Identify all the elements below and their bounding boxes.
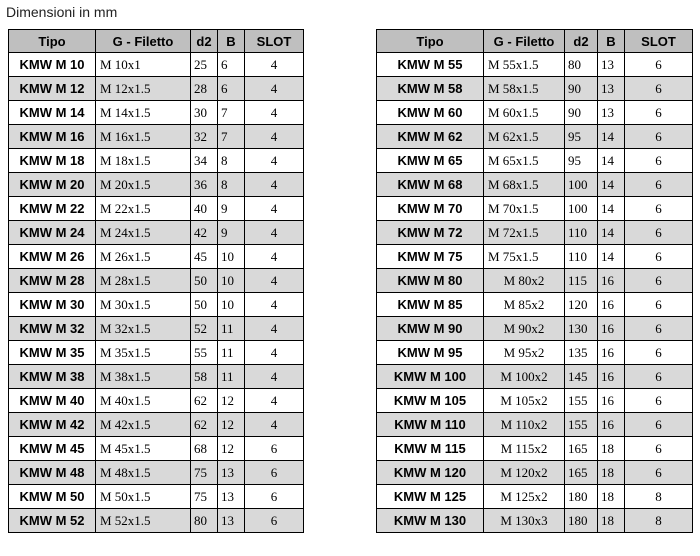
header-b: B [218,30,245,53]
table-row [9,197,304,221]
cell-slot: 6 [625,173,693,197]
cell-d2: 75 [191,461,218,485]
cell-d2: 130 [565,317,598,341]
cell-b: 14 [598,173,625,197]
table-row [377,413,693,437]
cell-filetto: M 30x1.5 [96,293,191,317]
table-row [9,269,304,293]
cell-slot: 6 [625,341,693,365]
cell-tipo: KMW M 24 [9,221,96,245]
cell-filetto: M 65x1.5 [484,149,565,173]
table-row [9,341,304,365]
cell-tipo: KMW M 14 [9,101,96,125]
cell-filetto: M 16x1.5 [96,125,191,149]
cell-b: 16 [598,413,625,437]
cell-d2: 90 [565,77,598,101]
cell-tipo: KMW M 45 [9,437,96,461]
cell-slot: 4 [245,173,304,197]
cell-filetto: M 18x1.5 [96,149,191,173]
cell-slot: 6 [625,53,693,77]
cell-d2: 155 [565,413,598,437]
cell-filetto: M 45x1.5 [96,437,191,461]
cell-d2: 110 [565,221,598,245]
cell-filetto: M 130x3 [484,509,565,533]
cell-filetto: M 120x2 [484,461,565,485]
cell-d2: 80 [191,509,218,533]
cell-filetto: M 24x1.5 [96,221,191,245]
cell-slot: 6 [625,413,693,437]
cell-filetto: M 100x2 [484,365,565,389]
cell-b: 7 [218,125,245,149]
cell-tipo: KMW M 18 [9,149,96,173]
cell-filetto: M 72x1.5 [484,221,565,245]
cell-filetto: M 42x1.5 [96,413,191,437]
cell-slot: 4 [245,293,304,317]
cell-b: 9 [218,221,245,245]
cell-filetto: M 14x1.5 [96,101,191,125]
cell-tipo: KMW M 50 [9,485,96,509]
cell-d2: 62 [191,389,218,413]
cell-slot: 6 [625,461,693,485]
table-row [9,461,304,485]
cell-d2: 25 [191,53,218,77]
cell-slot: 8 [625,485,693,509]
nut-table-right [376,29,693,533]
cell-b: 16 [598,365,625,389]
cell-tipo: KMW M 70 [377,197,484,221]
table-row [377,149,693,173]
cell-d2: 95 [565,149,598,173]
cell-b: 6 [218,53,245,77]
cell-b: 10 [218,269,245,293]
table-row [9,437,304,461]
cell-slot: 4 [245,365,304,389]
table-row [9,413,304,437]
cell-tipo: KMW M 130 [377,509,484,533]
cell-d2: 50 [191,293,218,317]
table-body-left [9,53,304,533]
cell-tipo: KMW M 95 [377,341,484,365]
cell-slot: 6 [245,437,304,461]
cell-b: 14 [598,125,625,149]
cell-tipo: KMW M 58 [377,77,484,101]
cell-d2: 155 [565,389,598,413]
table-row [9,317,304,341]
cell-filetto: M 12x1.5 [96,77,191,101]
table-row [9,293,304,317]
table-row [9,221,304,245]
header-d2: d2 [565,30,598,53]
table-row [377,317,693,341]
cell-tipo: KMW M 62 [377,125,484,149]
cell-slot: 4 [245,413,304,437]
cell-tipo: KMW M 65 [377,149,484,173]
cell-tipo: KMW M 22 [9,197,96,221]
cell-tipo: KMW M 105 [377,389,484,413]
cell-d2: 100 [565,197,598,221]
cell-b: 12 [218,437,245,461]
cell-filetto: M 68x1.5 [484,173,565,197]
table-body-right [377,53,693,533]
cell-d2: 62 [191,413,218,437]
cell-b: 11 [218,317,245,341]
cell-b: 8 [218,149,245,173]
cell-filetto: M 52x1.5 [96,509,191,533]
cell-filetto: M 32x1.5 [96,317,191,341]
cell-b: 14 [598,245,625,269]
cell-tipo: KMW M 32 [9,317,96,341]
cell-tipo: KMW M 42 [9,413,96,437]
cell-filetto: M 85x2 [484,293,565,317]
cell-d2: 45 [191,245,218,269]
cell-b: 13 [218,485,245,509]
cell-slot: 4 [245,341,304,365]
cell-tipo: KMW M 35 [9,341,96,365]
cell-d2: 52 [191,317,218,341]
header-slot: SLOT [245,30,304,53]
cell-b: 16 [598,269,625,293]
cell-d2: 135 [565,341,598,365]
cell-filetto: M 105x2 [484,389,565,413]
cell-slot: 4 [245,125,304,149]
header-filetto: G - Filetto [484,30,565,53]
cell-filetto: M 50x1.5 [96,485,191,509]
cell-filetto: M 40x1.5 [96,389,191,413]
cell-slot: 6 [245,509,304,533]
cell-b: 10 [218,245,245,269]
cell-slot: 6 [245,461,304,485]
cell-b: 16 [598,341,625,365]
cell-slot: 6 [625,125,693,149]
cell-slot: 4 [245,53,304,77]
cell-slot: 4 [245,77,304,101]
cell-filetto: M 60x1.5 [484,101,565,125]
table-row [377,461,693,485]
table-row [377,509,693,533]
cell-tipo: KMW M 16 [9,125,96,149]
table-row [9,245,304,269]
header-b: B [598,30,625,53]
header-filetto: G - Filetto [96,30,191,53]
cell-tipo: KMW M 10 [9,53,96,77]
cell-d2: 165 [565,437,598,461]
table-row [377,341,693,365]
table-row [377,245,693,269]
cell-b: 16 [598,317,625,341]
units-caption: Dimensioni in mm [6,4,118,20]
cell-b: 14 [598,221,625,245]
table-row [9,509,304,533]
cell-d2: 180 [565,509,598,533]
cell-filetto: M 115x2 [484,437,565,461]
nut-table-left [8,29,304,533]
cell-filetto: M 35x1.5 [96,341,191,365]
cell-d2: 40 [191,197,218,221]
cell-d2: 42 [191,221,218,245]
cell-filetto: M 75x1.5 [484,245,565,269]
cell-b: 11 [218,341,245,365]
cell-d2: 34 [191,149,218,173]
cell-b: 8 [218,173,245,197]
cell-filetto: M 22x1.5 [96,197,191,221]
cell-filetto: M 90x2 [484,317,565,341]
cell-filetto: M 95x2 [484,341,565,365]
table-row [377,77,693,101]
cell-slot: 6 [245,485,304,509]
cell-b: 12 [218,389,245,413]
table-row [9,53,304,77]
table-row [377,101,693,125]
cell-d2: 55 [191,341,218,365]
cell-d2: 36 [191,173,218,197]
cell-b: 7 [218,101,245,125]
cell-d2: 90 [565,101,598,125]
cell-tipo: KMW M 28 [9,269,96,293]
cell-slot: 6 [625,101,693,125]
cell-slot: 4 [245,389,304,413]
cell-filetto: M 10x1 [96,53,191,77]
cell-d2: 68 [191,437,218,461]
cell-filetto: M 62x1.5 [484,125,565,149]
cell-slot: 6 [625,293,693,317]
table-row [377,293,693,317]
cell-d2: 32 [191,125,218,149]
cell-d2: 145 [565,365,598,389]
cell-b: 18 [598,509,625,533]
table-row [9,125,304,149]
cell-tipo: KMW M 38 [9,365,96,389]
cell-slot: 4 [245,245,304,269]
cell-b: 13 [598,77,625,101]
cell-tipo: KMW M 115 [377,437,484,461]
cell-b: 16 [598,293,625,317]
cell-b: 11 [218,365,245,389]
header-tipo: Tipo [377,30,484,53]
cell-tipo: KMW M 48 [9,461,96,485]
cell-filetto: M 80x2 [484,269,565,293]
cell-b: 14 [598,149,625,173]
cell-d2: 75 [191,485,218,509]
cell-b: 18 [598,461,625,485]
header-slot: SLOT [625,30,693,53]
cell-filetto: M 26x1.5 [96,245,191,269]
cell-tipo: KMW M 68 [377,173,484,197]
cell-filetto: M 70x1.5 [484,197,565,221]
cell-tipo: KMW M 20 [9,173,96,197]
cell-d2: 110 [565,245,598,269]
cell-filetto: M 55x1.5 [484,53,565,77]
header-d2: d2 [191,30,218,53]
cell-slot: 6 [625,221,693,245]
cell-filetto: M 58x1.5 [484,77,565,101]
cell-tipo: KMW M 75 [377,245,484,269]
cell-slot: 6 [625,77,693,101]
table-row [377,53,693,77]
cell-b: 18 [598,437,625,461]
cell-d2: 80 [565,53,598,77]
cell-tipo: KMW M 110 [377,413,484,437]
cell-d2: 100 [565,173,598,197]
cell-tipo: KMW M 30 [9,293,96,317]
cell-b: 13 [218,461,245,485]
table-row [377,389,693,413]
cell-tipo: KMW M 100 [377,365,484,389]
table-row [9,149,304,173]
cell-d2: 95 [565,125,598,149]
cell-filetto: M 20x1.5 [96,173,191,197]
cell-slot: 6 [625,245,693,269]
cell-b: 18 [598,485,625,509]
cell-slot: 4 [245,221,304,245]
cell-d2: 50 [191,269,218,293]
cell-b: 10 [218,293,245,317]
cell-slot: 4 [245,317,304,341]
table-row [9,485,304,509]
cell-slot: 6 [625,365,693,389]
table-row [377,365,693,389]
header-row [9,30,304,53]
table-row [9,365,304,389]
cell-b: 6 [218,77,245,101]
cell-tipo: KMW M 85 [377,293,484,317]
cell-slot: 6 [625,269,693,293]
cell-tipo: KMW M 80 [377,269,484,293]
table-row [377,437,693,461]
cell-d2: 180 [565,485,598,509]
cell-d2: 120 [565,293,598,317]
cell-tipo: KMW M 12 [9,77,96,101]
table-row [377,221,693,245]
table-row [377,197,693,221]
cell-tipo: KMW M 55 [377,53,484,77]
cell-d2: 58 [191,365,218,389]
cell-b: 12 [218,413,245,437]
table-row [377,269,693,293]
cell-b: 9 [218,197,245,221]
cell-slot: 6 [625,317,693,341]
cell-slot: 4 [245,269,304,293]
cell-slot: 8 [625,509,693,533]
header-row [377,30,693,53]
cell-slot: 4 [245,101,304,125]
cell-tipo: KMW M 60 [377,101,484,125]
cell-tipo: KMW M 72 [377,221,484,245]
cell-d2: 165 [565,461,598,485]
cell-tipo: KMW M 90 [377,317,484,341]
cell-tipo: KMW M 125 [377,485,484,509]
cell-tipo: KMW M 120 [377,461,484,485]
header-tipo: Tipo [9,30,96,53]
cell-filetto: M 110x2 [484,413,565,437]
cell-b: 13 [218,509,245,533]
cell-d2: 28 [191,77,218,101]
cell-b: 14 [598,197,625,221]
table-row [377,173,693,197]
cell-slot: 6 [625,389,693,413]
cell-filetto: M 125x2 [484,485,565,509]
cell-b: 16 [598,389,625,413]
cell-filetto: M 28x1.5 [96,269,191,293]
cell-filetto: M 48x1.5 [96,461,191,485]
cell-slot: 4 [245,149,304,173]
cell-slot: 6 [625,149,693,173]
cell-tipo: KMW M 52 [9,509,96,533]
cell-tipo: KMW M 26 [9,245,96,269]
table-row [9,173,304,197]
cell-slot: 6 [625,197,693,221]
table-row [9,389,304,413]
cell-b: 13 [598,101,625,125]
cell-d2: 30 [191,101,218,125]
table-row [9,101,304,125]
cell-b: 13 [598,53,625,77]
table-row [9,77,304,101]
cell-slot: 4 [245,197,304,221]
cell-slot: 6 [625,437,693,461]
table-row [377,485,693,509]
cell-filetto: M 38x1.5 [96,365,191,389]
table-row [377,125,693,149]
cell-d2: 115 [565,269,598,293]
cell-tipo: KMW M 40 [9,389,96,413]
